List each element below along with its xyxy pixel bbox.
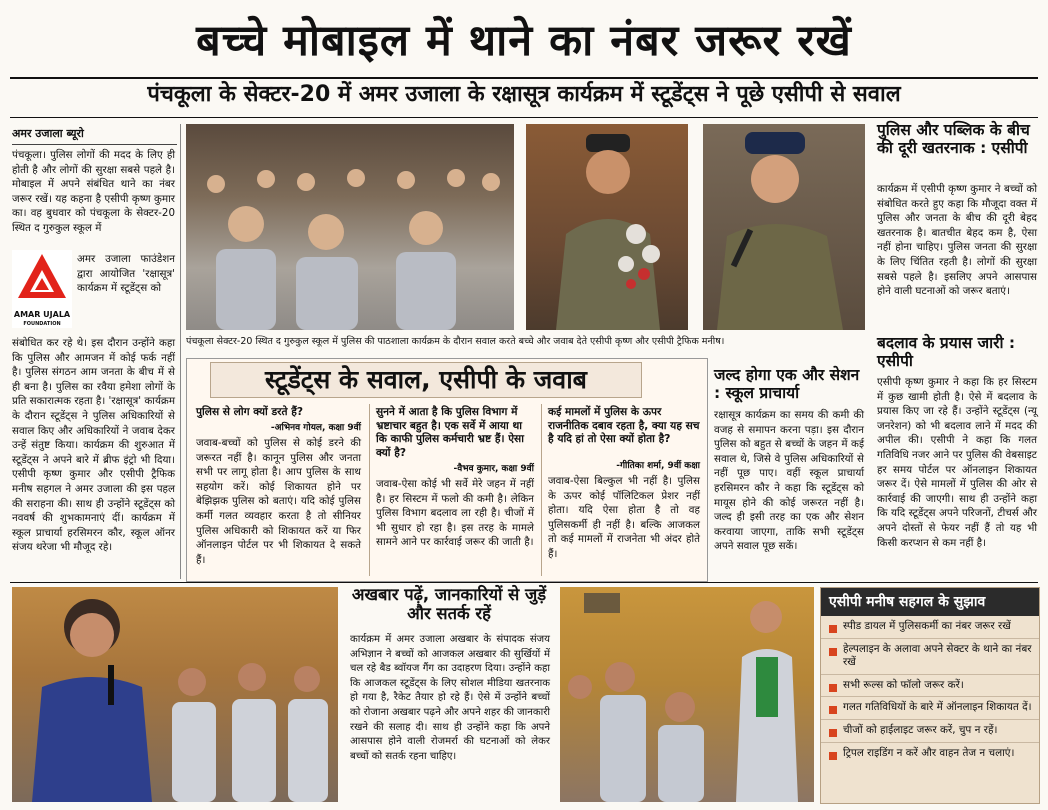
students-photo bbox=[186, 124, 514, 330]
tip-item: ट्रिपल राइडिंग न करें और वाहन तेज न चलाएं। bbox=[821, 743, 1039, 765]
question-1: पुलिस से लोग क्यों डरते हैं? bbox=[196, 406, 303, 418]
logo-brand: AMAR UJALA bbox=[13, 310, 71, 319]
answer-3: जवाब-ऐसा बिल्कुल भी नहीं है। पुलिस के ऊपर कोई पॉलिटिकल प्रेशर नहीं होता। यदि ऐसा होता है तो वह पुलिसकर्मी ही नहीं है। बल्कि आजकल तो कई मामलों में राजनेता भी अंदर होते हैं। bbox=[548, 475, 700, 560]
headline-rule bbox=[10, 77, 1038, 79]
question-1-by: -अभिनव गोयल, कक्षा 9वीं bbox=[270, 423, 361, 433]
column-divider bbox=[180, 124, 181, 579]
question-3-by: -गीतिका शर्मा, 9वीं कक्षा bbox=[616, 461, 700, 471]
question-2-by: -वैभव कुमार, कक्षा 9वीं bbox=[453, 464, 534, 474]
subheadline-rule bbox=[10, 117, 1038, 118]
section-rule bbox=[10, 582, 1038, 583]
answer-2: जवाब-ऐसा कोई भी सर्वे मेरे जहन में नहीं है। हर सिस्टम में फलो की कमी है। लेकिन पुलिस विभाग बदलाव ला रही है। चीजों में भी सुधार हो रहा है। इस तरह के मामले सामने आने पर कार्रवाई जरूर की जाती है। bbox=[376, 478, 534, 549]
right-col-body-1: कार्यक्रम में एसीपी कृष्ण कुमार ने बच्चों को संबोधित करते हुए कहा कि मौजूदा वक्त में पुलिस और जनता के बीच की दूरी बेहद खतरनाक है। बातचीत बेहद कम है, ऐसा नहीं होना चाहिए। पुलिस जनता की सुरक्षा के लिए चिंतित रहती है। लोगों की सुरक्षा सबसे पहले है। इसलिए अपने आसपास होने वाली घटनाओं को जरूर बताएं। bbox=[877, 183, 1037, 298]
tip-item: गलत गतिविधियों के बारे में ऑनलाइन शिकायत दें। bbox=[821, 697, 1039, 720]
qa-divider bbox=[369, 404, 370, 576]
newspaper-body: कार्यक्रम में अमर उजाला अखबार के संपादक संजय अभिज्ञान ने बच्चों को आजकल अखबार की सुर्खियों में चल रहे बैड ब्वॉयज गैंग का उदाहरण दिया। उन्होंने कहा कि आजकल स्टूडेंट्स के लिए सोशल मीडिया खतरनाक हो गया है, रैकेट तैयार हो रहे हैं। ऐसे में उन्होंने बच्चों को रोजाना अखबार पढ़ने और अपने शहर की जानकारी रखने की सलाह दी। साथ ही उन्होंने कहा कि अपने आसपास होने वाली रोजमर्रा की घटनाओं को लेकर बच्चों को सतर्क रहना चाहिए। bbox=[350, 634, 550, 762]
left-col-body: संबोधित कर रहे थे। इस दौरान उन्होंने कहा कि पुलिस और आमजन में कोई फर्क नहीं है। पुलिस संगठन आम जनता के बीच में से ही बना है। पुलिस का रवैया हमेशा लोगों के प्रति सकारात्मक रहता है। 'रक्षासूत्र' कार्यक्रम के दौरान स्टूडेंट्स ने पुलिस अधिकारियों से सवाल किए और अधिकारियों ने जवाब देकर उन्हें संतुष्ट किया। कार्यक्रम की शुरुआत में स्टूडेंट्स ने अपने बारे में ब्रीफ इंट्रो भी दिया। एसीपी कृष्ण कुमार और एसीपी ट्रैफिक मनीष सहगल ने अमर उजाला की इस पहल की सराहना की। साथ ही उन्होंने स्टूडेंट्स को नववर्ष की शुभकामनाएं दीं। कार्यक्रम में स्कूल प्राचार्या हरसिमरन कौर, स्कूल ऑनर संजय थरेजा भी मौजूद रहे। bbox=[12, 337, 175, 554]
tips-list bbox=[821, 616, 1039, 764]
student-speaking-photo bbox=[12, 587, 338, 802]
tip-item: स्पीड डायल में पुलिसकर्मी का नंबर जरूर रखें bbox=[821, 616, 1039, 639]
answer-1: जवाब-बच्चों को पुलिस से कोई डरने की जरूरत नहीं है। कानून पुलिस और जनता सभी पर लागू होता है। आप पुलिस के साथ सहयोग करें। कोई शिकायत होने पर बेझिझक पुलिस को बताएं। यदि कोई पुलिस कर्मी गलत व्यवहार करता है तो सीनियर पुलिस अधिकारी को शिकायत करें या फिर ऑनलाइन पोर्टल पर भी शिकायत दे सकते हैं। bbox=[196, 437, 361, 566]
photo-caption: पंचकूला सेक्टर-20 स्थित द गुरुकुल स्कूल में पुलिस की पाठशाला कार्यक्रम के दौरान सवाल करते बच्चे और जवाब देते एसीपी कृष्ण और एसीपी ट्रैफिक मनीष। bbox=[186, 336, 725, 347]
session-body: रक्षासूत्र कार्यक्रम का समय की कमी की वजह से समापन करना पड़ा। इस दौरान पुलिस को बहुत से बच्चों के जहन में कई सवाल थे, जिसे वे पुलिस अधिकारियों से नहीं पूछ पाए। वहीं स्कूल प्राचार्या हरसिमरन कौर ने कहा कि स्टूडेंट्स को मायूस होने की कोई जरूरत नहीं है। जल्द ही इसी तरह का एक और सेशन करवाया जाएगा, ताकि सभी स्टूडेंट्स अपने सवाल पूछ सकें। bbox=[714, 409, 864, 553]
acp-krishan-photo bbox=[526, 124, 688, 330]
subheadline: पंचकूला के सेक्टर-20 में अमर उजाला के रक्षासूत्र कार्यक्रम में स्टूडेंट्स ने पूछे एसीपी से सवाल bbox=[147, 82, 901, 107]
question-3: कई मामलों में पुलिस के ऊपर राजनीतिक दबाव रहता है, क्या यह सच है यदि हां तो ऐसा क्यों होता है? bbox=[548, 406, 700, 445]
acp-manish-photo bbox=[703, 124, 865, 330]
tips-box bbox=[820, 587, 1040, 804]
tips-heading: एसीपी मनीष सहगल के सुझाव bbox=[821, 588, 1039, 616]
headline: बच्चे मोबाइल में थाने का नंबर जरूर रखें bbox=[196, 16, 852, 66]
amar-ujala-foundation-logo bbox=[12, 250, 72, 328]
question-2: सुनने में आता है कि पुलिस विभाग में भ्रष्टाचार बहुत है। एक सर्वे में आया था कि काफी पुलिस कर्मचारी भ्रष्ट हैं। ऐसा क्यों है? bbox=[376, 406, 524, 459]
tip-item: चीजों को हाईलाइट जरूर करें, चुप न रहें। bbox=[821, 720, 1039, 743]
right-col-heading-2: बदलाव के प्रयास जारी : एसीपी bbox=[877, 334, 1016, 370]
left-col-logo-text: अमर उजाला फाउंडेशन द्वारा आयोजित 'रक्षासूत्र' कार्यक्रम में स्टूडेंट्स को bbox=[77, 253, 175, 295]
qa-banner: स्टूडेंट्स के सवाल, एसीपी के जवाब bbox=[210, 362, 642, 398]
byline: अमर उजाला ब्यूरो bbox=[12, 126, 177, 145]
qa-divider bbox=[541, 404, 542, 576]
logo-sub: FOUNDATION bbox=[23, 321, 61, 327]
left-col-intro: पंचकूला। पुलिस लोगों की मदद के लिए ही होती है और लोगों की सुरक्षा सबसे पहले है। मोबाइल में अपने संबंधित थाने का नंबर जरूर रखें। यह कहना है एसीपी कृष्ण कुमार का। वह बुधवार को पंचकूला के सेक्टर-20 स्थित द गुरुकुल स्कूल में bbox=[12, 149, 175, 234]
tip-item: हेल्पलाइन के अलावा अपने सेक्टर के थाने का नंबर रखें bbox=[821, 639, 1039, 675]
tip-item: सभी रूल्स को फॉलो जरूर करें। bbox=[821, 675, 1039, 698]
newspaper-heading: अखबार पढ़ें, जानकारियों से जुड़ें और सतर्क रहें bbox=[351, 585, 547, 623]
session-heading: जल्द होगा एक और सेशन : स्कूल प्राचार्या bbox=[714, 366, 860, 402]
logo-mark-icon bbox=[12, 250, 72, 306]
student-mic-photo bbox=[560, 587, 814, 802]
right-col-heading-1: पुलिस और पब्लिक के बीच की दूरी खतरनाक : एसीपी bbox=[877, 121, 1030, 157]
right-col-body-2: एसीपी कृष्ण कुमार ने कहा कि हर सिस्टम में कुछ खामी होती है। ऐसे में बदलाव के प्रयास किए जा रहे हैं। उन्होंने स्टूडेंट्स (न्यू जनरेशन) को भी बदलाव लाने में मदद की अपील की। एसीपी ने कहा कि गलत गतिविधि नजर आने पर पुलिस की वेबसाइट हर समय पोर्टल पर ऑनलाइन शिकायत जरूर दें। ऐसे मामलों में पुलिस की ओर से कार्रवाई की जाएगी। साथ ही उन्होंने कहा कि यदि स्टूडेंट्स अपने परिजनों, टीचर्स और अपने दोस्तों से फेयर नहीं हैं तो यह भी किसी करप्शन से कम नहीं है। bbox=[877, 376, 1037, 549]
